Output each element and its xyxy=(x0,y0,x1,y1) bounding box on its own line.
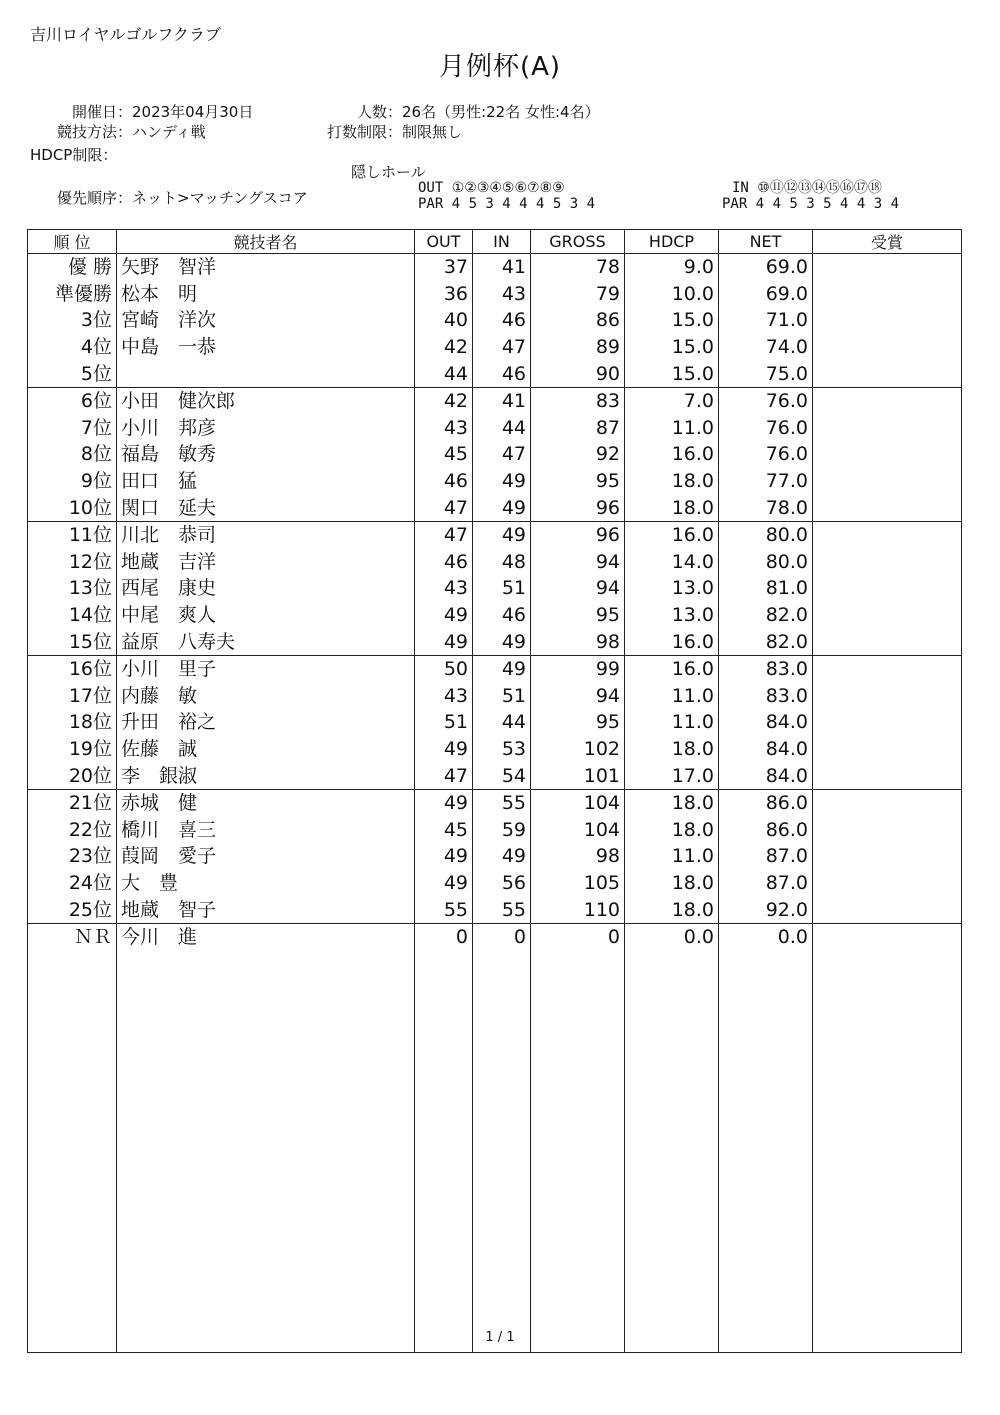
out-cell: 49 xyxy=(415,870,473,897)
in-cell: 51 xyxy=(473,575,531,602)
table-row xyxy=(28,360,962,387)
name-cell: 地蔵 智子 xyxy=(117,896,415,923)
in-cell: 55 xyxy=(473,896,531,923)
gross-cell: 87 xyxy=(531,415,625,442)
gross-cell: 0 xyxy=(531,923,625,950)
net-cell: 86.0 xyxy=(719,789,813,816)
page-title: 月例杯(A) xyxy=(438,52,562,82)
rank-cell: 17位 xyxy=(28,683,117,710)
name-cell: 升田 裕之 xyxy=(117,709,415,736)
name-cell: 葭岡 愛子 xyxy=(117,843,415,870)
award-cell xyxy=(813,870,962,897)
out-cell: 47 xyxy=(415,762,473,789)
rank-cell: 12位 xyxy=(28,549,117,576)
results-body xyxy=(28,254,962,1353)
in-cell: 47 xyxy=(473,441,531,468)
name-cell: 川北 恭司 xyxy=(117,521,415,548)
rank-cell: 23位 xyxy=(28,843,117,870)
award-cell xyxy=(813,816,962,843)
net-cell: 71.0 xyxy=(719,307,813,334)
rank-cell: 優 勝 xyxy=(28,254,117,281)
net-cell: 87.0 xyxy=(719,870,813,897)
name-cell: 福島 敏秀 xyxy=(117,441,415,468)
in-par-line: PAR 4 4 5 3 5 4 4 3 4 xyxy=(722,196,900,212)
gross-cell: 95 xyxy=(531,468,625,495)
gross-cell: 86 xyxy=(531,307,625,334)
rank-cell: 24位 xyxy=(28,870,117,897)
name-cell: 松本 明 xyxy=(117,281,415,308)
award-cell xyxy=(813,602,962,629)
out-cell: 43 xyxy=(415,415,473,442)
out-holes-line: OUT ①②③④⑤⑥⑦⑧⑨ xyxy=(418,180,565,196)
page-number: 1 / 1 xyxy=(485,1330,515,1345)
out-cell: 49 xyxy=(415,789,473,816)
gross-cell: 96 xyxy=(531,521,625,548)
hdcp-cell: 16.0 xyxy=(625,521,719,548)
gross-cell: 102 xyxy=(531,736,625,763)
net-cell: 84.0 xyxy=(719,709,813,736)
award-cell xyxy=(813,307,962,334)
award-cell xyxy=(813,762,962,789)
rank-cell: 18位 xyxy=(28,709,117,736)
award-cell xyxy=(813,789,962,816)
gross-cell: 98 xyxy=(531,843,625,870)
in-cell: 55 xyxy=(473,789,531,816)
gross-cell: 94 xyxy=(531,549,625,576)
hdcp-cell: 15.0 xyxy=(625,334,719,361)
in-cell: 54 xyxy=(473,762,531,789)
in-cell: 53 xyxy=(473,736,531,763)
in-cell: 49 xyxy=(473,655,531,682)
net-cell: 84.0 xyxy=(719,762,813,789)
rank-cell: 15位 xyxy=(28,628,117,655)
in-cell: 49 xyxy=(473,521,531,548)
name-cell: 西尾 康史 xyxy=(117,575,415,602)
method-label: 競技方法： xyxy=(56,123,132,141)
in-cell: 47 xyxy=(473,334,531,361)
hdcp-cell: 9.0 xyxy=(625,254,719,281)
award-cell xyxy=(813,709,962,736)
rank-cell: 22位 xyxy=(28,816,117,843)
hdcp-cell: 14.0 xyxy=(625,549,719,576)
net-cell: 82.0 xyxy=(719,602,813,629)
out-cell: 47 xyxy=(415,494,473,521)
in-cell: 49 xyxy=(473,494,531,521)
players-label: 人数： xyxy=(356,103,402,121)
rank-cell: 11位 xyxy=(28,521,117,548)
priority-label: 優先順序： xyxy=(56,189,132,207)
header-hdcp: HDCP xyxy=(625,230,719,254)
hdcp-limit-line xyxy=(30,144,117,165)
table-row xyxy=(28,387,962,414)
table-row xyxy=(28,655,962,682)
award-cell xyxy=(813,441,962,468)
limit-label: 打数制限： xyxy=(326,123,402,141)
players-value: 26名（男性:22名 女性:4名） xyxy=(402,103,600,121)
name-cell: 赤城 健 xyxy=(117,789,415,816)
table-row xyxy=(28,602,962,629)
table-row xyxy=(28,628,962,655)
in-cell: 46 xyxy=(473,360,531,387)
award-cell xyxy=(813,628,962,655)
table-row xyxy=(28,334,962,361)
in-holes xyxy=(722,180,899,212)
name-cell: 中尾 爽人 xyxy=(117,602,415,629)
rank-cell: 21位 xyxy=(28,789,117,816)
net-cell: 80.0 xyxy=(719,521,813,548)
award-cell xyxy=(813,575,962,602)
in-cell: 44 xyxy=(473,709,531,736)
out-cell: 49 xyxy=(415,736,473,763)
rank-cell: 19位 xyxy=(28,736,117,763)
out-cell: 46 xyxy=(415,468,473,495)
out-cell: 49 xyxy=(415,628,473,655)
hidden-holes-label: 隠しホール xyxy=(351,163,426,181)
hdcp-cell: 16.0 xyxy=(625,655,719,682)
net-cell: 83.0 xyxy=(719,655,813,682)
award-cell xyxy=(813,736,962,763)
limit-value: 制限無し xyxy=(402,123,463,141)
table-row xyxy=(28,843,962,870)
name-cell: 益原 八寿夫 xyxy=(117,628,415,655)
rank-cell: 6位 xyxy=(28,387,117,414)
in-cell: 44 xyxy=(473,415,531,442)
gross-cell: 90 xyxy=(531,360,625,387)
name-cell: 地蔵 吉洋 xyxy=(117,549,415,576)
out-cell: 42 xyxy=(415,387,473,414)
net-cell: 92.0 xyxy=(719,896,813,923)
name-cell: 大 豊 xyxy=(117,870,415,897)
net-cell: 84.0 xyxy=(719,736,813,763)
limit-line xyxy=(320,121,462,142)
gross-cell: 89 xyxy=(531,334,625,361)
out-cell: 40 xyxy=(415,307,473,334)
hdcp-cell: 10.0 xyxy=(625,281,719,308)
award-cell xyxy=(813,334,962,361)
rank-cell: 8位 xyxy=(28,441,117,468)
table-row xyxy=(28,441,962,468)
gross-cell: 79 xyxy=(531,281,625,308)
gross-cell: 83 xyxy=(531,387,625,414)
table-row xyxy=(28,468,962,495)
gross-cell: 94 xyxy=(531,683,625,710)
table-row xyxy=(28,254,962,281)
club-name: 吉川ロイヤルゴルフクラブ xyxy=(30,25,221,44)
priority-line xyxy=(30,187,308,208)
name-cell: 内藤 敏 xyxy=(117,683,415,710)
name-cell: 小川 邦彦 xyxy=(117,415,415,442)
hdcp-cell: 0.0 xyxy=(625,923,719,950)
hdcp-cell: 11.0 xyxy=(625,683,719,710)
award-cell xyxy=(813,415,962,442)
hdcp-limit-label: HDCP制限： xyxy=(30,146,118,164)
net-cell: 69.0 xyxy=(719,254,813,281)
table-row xyxy=(28,709,962,736)
award-cell xyxy=(813,494,962,521)
hdcp-cell: 18.0 xyxy=(625,789,719,816)
award-cell xyxy=(813,843,962,870)
out-cell: 45 xyxy=(415,816,473,843)
out-cell: 55 xyxy=(415,896,473,923)
name-cell: 小川 里子 xyxy=(117,655,415,682)
gross-cell: 101 xyxy=(531,762,625,789)
hdcp-cell: 11.0 xyxy=(625,415,719,442)
table-row xyxy=(28,281,962,308)
gross-cell: 99 xyxy=(531,655,625,682)
net-cell: 78.0 xyxy=(719,494,813,521)
net-cell: 86.0 xyxy=(719,816,813,843)
rank-cell: 準優勝 xyxy=(28,281,117,308)
rank-cell: 25位 xyxy=(28,896,117,923)
in-cell: 51 xyxy=(473,683,531,710)
header-name: 競技者名 xyxy=(117,230,415,254)
out-cell: 49 xyxy=(415,602,473,629)
award-cell xyxy=(813,549,962,576)
in-cell: 59 xyxy=(473,816,531,843)
hdcp-cell: 17.0 xyxy=(625,762,719,789)
name-cell: 今川 進 xyxy=(117,923,415,950)
in-cell: 41 xyxy=(473,254,531,281)
rank-cell: 4位 xyxy=(28,334,117,361)
table-row xyxy=(28,307,962,334)
award-cell xyxy=(813,387,962,414)
table-row xyxy=(28,762,962,789)
table-row xyxy=(28,870,962,897)
award-cell xyxy=(813,254,962,281)
in-cell: 49 xyxy=(473,843,531,870)
gross-cell: 95 xyxy=(531,602,625,629)
hdcp-cell: 18.0 xyxy=(625,870,719,897)
net-cell: 0.0 xyxy=(719,923,813,950)
table-row xyxy=(28,575,962,602)
name-cell: 李 銀淑 xyxy=(117,762,415,789)
header-rank: 順 位 xyxy=(28,230,117,254)
table-row xyxy=(28,683,962,710)
gross-cell: 94 xyxy=(531,575,625,602)
gross-cell: 92 xyxy=(531,441,625,468)
net-cell: 69.0 xyxy=(719,281,813,308)
name-cell xyxy=(117,360,415,387)
hdcp-cell: 18.0 xyxy=(625,468,719,495)
date-label: 開催日： xyxy=(71,103,132,121)
out-cell: 37 xyxy=(415,254,473,281)
name-cell: 中島 一恭 xyxy=(117,334,415,361)
header-gross: GROSS xyxy=(531,230,625,254)
net-cell: 76.0 xyxy=(719,415,813,442)
table-row xyxy=(28,415,962,442)
award-cell xyxy=(813,655,962,682)
table-row xyxy=(28,494,962,521)
net-cell: 76.0 xyxy=(719,387,813,414)
players-line xyxy=(320,101,600,122)
in-cell: 43 xyxy=(473,281,531,308)
out-cell: 49 xyxy=(415,843,473,870)
net-cell: 87.0 xyxy=(719,843,813,870)
table-row xyxy=(28,736,962,763)
award-cell xyxy=(813,521,962,548)
net-cell: 81.0 xyxy=(719,575,813,602)
hdcp-cell: 11.0 xyxy=(625,843,719,870)
hdcp-cell: 16.0 xyxy=(625,628,719,655)
gross-cell: 95 xyxy=(531,709,625,736)
gross-cell: 104 xyxy=(531,789,625,816)
date-line xyxy=(30,101,253,122)
rank-cell: 5位 xyxy=(28,360,117,387)
hdcp-cell: 13.0 xyxy=(625,575,719,602)
header-net: NET xyxy=(719,230,813,254)
method-line xyxy=(30,121,206,142)
rank-cell: 20位 xyxy=(28,762,117,789)
net-cell: 77.0 xyxy=(719,468,813,495)
hdcp-cell: 18.0 xyxy=(625,816,719,843)
net-cell: 83.0 xyxy=(719,683,813,710)
rank-cell: ＮＲ xyxy=(28,923,117,950)
net-cell: 75.0 xyxy=(719,360,813,387)
name-cell: 田口 猛 xyxy=(117,468,415,495)
award-cell xyxy=(813,896,962,923)
in-cell: 56 xyxy=(473,870,531,897)
hdcp-cell: 16.0 xyxy=(625,441,719,468)
hdcp-cell: 13.0 xyxy=(625,602,719,629)
out-holes xyxy=(418,180,595,212)
table-row xyxy=(28,789,962,816)
table-row xyxy=(28,816,962,843)
table-row xyxy=(28,549,962,576)
in-cell: 41 xyxy=(473,387,531,414)
hdcp-cell: 15.0 xyxy=(625,360,719,387)
out-cell: 51 xyxy=(415,709,473,736)
header-in: IN xyxy=(473,230,531,254)
gross-cell: 105 xyxy=(531,870,625,897)
net-cell: 82.0 xyxy=(719,628,813,655)
method-value: ハンディ戦 xyxy=(132,123,206,141)
out-cell: 50 xyxy=(415,655,473,682)
award-cell xyxy=(813,360,962,387)
hdcp-cell: 18.0 xyxy=(625,494,719,521)
out-cell: 45 xyxy=(415,441,473,468)
net-cell: 74.0 xyxy=(719,334,813,361)
out-cell: 36 xyxy=(415,281,473,308)
out-cell: 43 xyxy=(415,575,473,602)
table-row xyxy=(28,521,962,548)
header-out: OUT xyxy=(415,230,473,254)
name-cell: 矢野 智洋 xyxy=(117,254,415,281)
priority-value: ネット>マッチングスコア xyxy=(132,189,308,207)
table-empty-space xyxy=(28,950,962,1353)
date-value: 2023年04月30日 xyxy=(132,103,254,121)
table-header-row xyxy=(28,230,962,254)
out-cell: 42 xyxy=(415,334,473,361)
rank-cell: 14位 xyxy=(28,602,117,629)
rank-cell: 3位 xyxy=(28,307,117,334)
out-cell: 47 xyxy=(415,521,473,548)
rank-cell: 9位 xyxy=(28,468,117,495)
name-cell: 橋川 喜三 xyxy=(117,816,415,843)
in-cell: 48 xyxy=(473,549,531,576)
award-cell xyxy=(813,281,962,308)
gross-cell: 98 xyxy=(531,628,625,655)
rank-cell: 7位 xyxy=(28,415,117,442)
table-row xyxy=(28,896,962,923)
award-cell xyxy=(813,468,962,495)
net-cell: 80.0 xyxy=(719,549,813,576)
in-cell: 46 xyxy=(473,307,531,334)
award-cell xyxy=(813,683,962,710)
gross-cell: 96 xyxy=(531,494,625,521)
name-cell: 小田 健次郎 xyxy=(117,387,415,414)
in-cell: 46 xyxy=(473,602,531,629)
out-cell: 0 xyxy=(415,923,473,950)
net-cell: 76.0 xyxy=(719,441,813,468)
hdcp-cell: 11.0 xyxy=(625,709,719,736)
header-award: 受賞 xyxy=(813,230,962,254)
hdcp-cell: 18.0 xyxy=(625,736,719,763)
in-cell: 0 xyxy=(473,923,531,950)
table-row xyxy=(28,923,962,950)
rank-cell: 13位 xyxy=(28,575,117,602)
out-cell: 46 xyxy=(415,549,473,576)
rank-cell: 16位 xyxy=(28,655,117,682)
rank-cell: 10位 xyxy=(28,494,117,521)
gross-cell: 78 xyxy=(531,254,625,281)
results-table xyxy=(27,229,962,1353)
in-cell: 49 xyxy=(473,628,531,655)
out-cell: 43 xyxy=(415,683,473,710)
name-cell: 佐藤 誠 xyxy=(117,736,415,763)
in-holes-line: IN ⑩⑪⑫⑬⑭⑮⑯⑰⑱ xyxy=(732,180,882,196)
gross-cell: 104 xyxy=(531,816,625,843)
name-cell: 関口 延夫 xyxy=(117,494,415,521)
out-par-line: PAR 4 5 3 4 4 4 5 3 4 xyxy=(418,196,596,212)
name-cell: 宮崎 洋次 xyxy=(117,307,415,334)
in-cell: 49 xyxy=(473,468,531,495)
hdcp-cell: 7.0 xyxy=(625,387,719,414)
hdcp-cell: 15.0 xyxy=(625,307,719,334)
hdcp-cell: 18.0 xyxy=(625,896,719,923)
gross-cell: 110 xyxy=(531,896,625,923)
award-cell xyxy=(813,923,962,950)
out-cell: 44 xyxy=(415,360,473,387)
